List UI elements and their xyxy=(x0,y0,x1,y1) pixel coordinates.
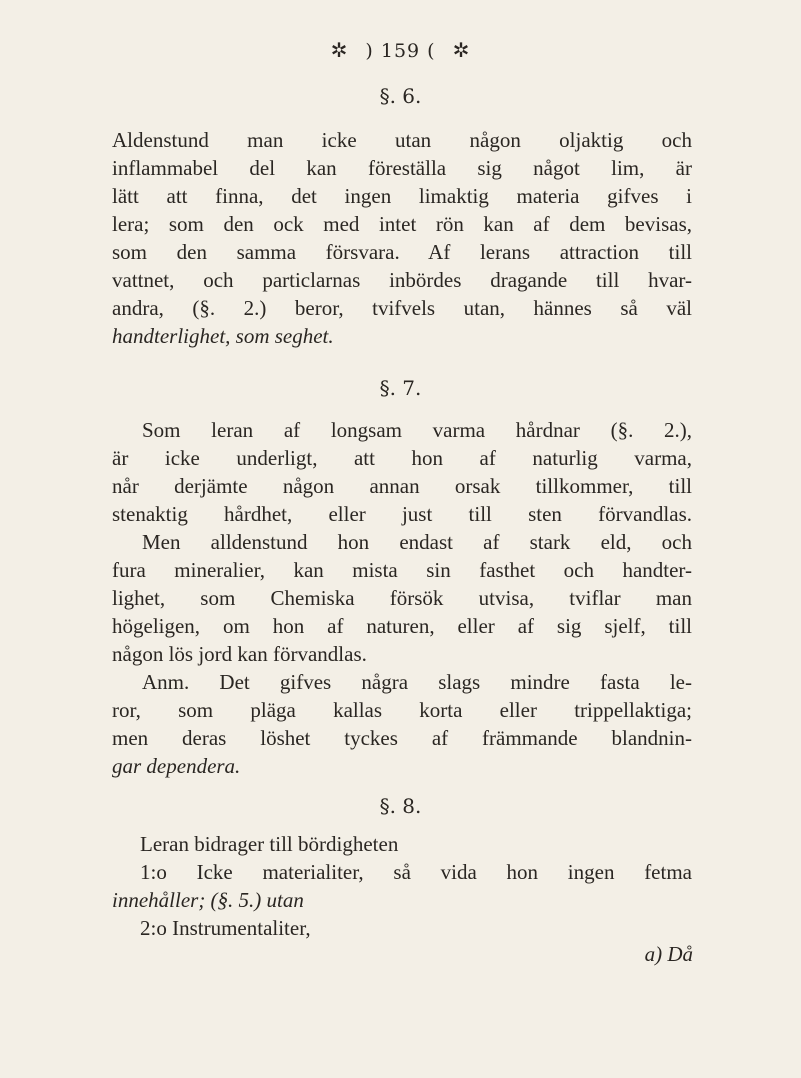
section-heading-8: §. 8. xyxy=(379,794,422,818)
text-line: är icke underligt, att hon af naturlig varma, xyxy=(112,446,692,470)
annotation-line: ror, som pläga kallas korta eller trippellaktiga; xyxy=(112,698,692,722)
text-line: fura mineralier, kan mista sin fasthet och handter- xyxy=(112,558,692,582)
text-line: Leran bidrager till bördigheten xyxy=(140,832,399,856)
text-line: 1:o Icke materialiter, så vida hon ingen fetma xyxy=(140,860,692,884)
text-line: vattnet, och particlarnas inbördes dragande till hvar- xyxy=(112,268,692,292)
text-line: någon lös jord kan förvandlas. xyxy=(112,642,367,666)
catchword: a) Då xyxy=(644,942,693,966)
annotation-line: men deras löshet tyckes af främmande blandnin- xyxy=(112,726,692,750)
ornament-star-right: ✲ xyxy=(452,38,471,62)
section-heading-6: §. 6. xyxy=(379,84,422,108)
section-heading-7: §. 7. xyxy=(379,376,422,400)
text-line: handterlighet, som seghet. xyxy=(112,324,334,348)
text-line: 2:o Instrumentaliter, xyxy=(140,916,311,940)
text-line: högeligen, om hon af naturen, eller af sig sjelf, till xyxy=(112,614,692,638)
text-line: Men alldenstund hon endast af stark eld, och xyxy=(142,530,692,554)
annotation-line: gar dependera. xyxy=(112,754,241,778)
running-head xyxy=(0,38,801,62)
text-line: når derjämte någon annan orsak tillkommer, till xyxy=(112,474,692,498)
text-line: stenaktig hårdhet, eller just till sten förvandlas. xyxy=(112,502,692,526)
text-line: lätt att finna, det ingen limaktig materia gifves i xyxy=(112,184,692,208)
text-line: lera; som den ock med intet rön kan af dem bevisas, xyxy=(112,212,692,236)
text-line: lighet, som Chemiska försök utvisa, tviflar man xyxy=(112,586,692,610)
text-line: Aldenstund man icke utan någon oljaktig och xyxy=(112,128,692,152)
ornament-star-left: ✲ xyxy=(330,38,349,62)
text-line: innehåller; (§. 5.) utan xyxy=(112,888,304,912)
text-line: Som leran af longsam varma hårdnar (§. 2.), xyxy=(142,418,692,442)
annotation-line: Anm. Det gifves några slags mindre fasta le- xyxy=(142,670,692,694)
text-line: inflammabel del kan föreställa sig något lim, är xyxy=(112,156,692,180)
text-line: andra, (§. 2.) beror, tvifvels utan, hännes så väl xyxy=(112,296,692,320)
text-line: som den samma försvara. Af lerans attraction till xyxy=(112,240,692,264)
page-number: ) 159 ( xyxy=(365,40,436,62)
